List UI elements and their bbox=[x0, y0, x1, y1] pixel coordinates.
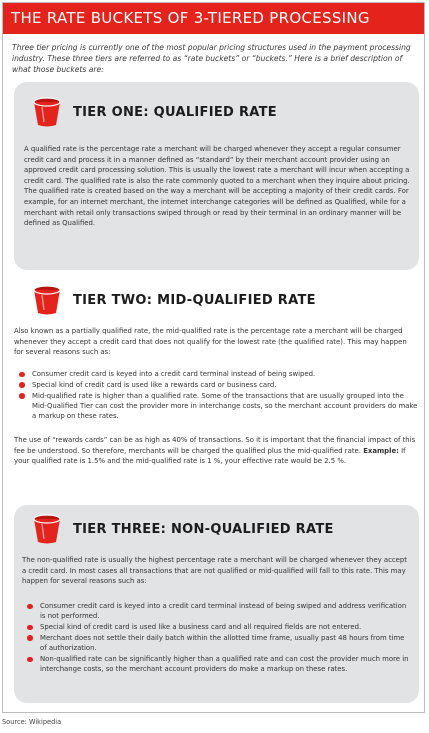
page-title: THE RATE BUCKETS OF 3-TIERED PROCESSING bbox=[3, 3, 424, 34]
bullet-dot-icon bbox=[27, 657, 33, 663]
red-cup-icon bbox=[29, 96, 65, 128]
list-item: Consumer credit card is keyed into a credit card terminal instead of being swiped. bbox=[14, 369, 418, 379]
list-item: Special kind of credit card is used like a rewards card or business card. bbox=[14, 380, 418, 390]
tier-one-title: TIER ONE: QUALIFIED RATE bbox=[73, 104, 277, 120]
tier-two-note: The use of “rewards cards” can be as high as 40% of transactions. So it is important that the financial impact of this fee be understood. So therefore, merchants will be charged the qualified plus the mid-qualified rate. Example: If your qualified rate is 1.5% and the mid-qualified rate is 1 %, your effective rate would be 2.5 %. bbox=[14, 436, 416, 466]
tier-one-description: A qualified rate is the percentage rate a merchant will be charged whenever they accept a regular consumer credit card and process it in a manner defined as “standard” by their merchant account provider using an approved credit card processing solution. This is usually the lowest rate a merchant will incur when accepting a credit card. The qualified rate is also the rate commonly quoted to a merchant when they inquire about pricing. The qualified rate is created based on the way a merchant will be accepting a majority of their credit cards. For example, for an internet merchant, the internet interchange categories will be defined as Qualified, while for a merchant with retail only transactions swiped through or read by their terminal in an ordinary manner will be defined as Qualified. bbox=[24, 145, 410, 228]
bullet-dot-icon bbox=[27, 604, 33, 610]
tier-two-bullet-list bbox=[14, 369, 418, 422]
example-label: Example: bbox=[363, 446, 399, 455]
bullet-dot-icon bbox=[19, 372, 25, 378]
red-cup-icon bbox=[29, 513, 65, 545]
list-item: Mid-qualified rate is higher than a qualified rate. Some of the transactions that are usually grouped into the Mid-Qualified Tier can cost the provider more in interchange costs, so the merchant account providers do make a markup on these rates. bbox=[14, 391, 418, 422]
tier-three-description: The non-qualified rate is usually the highest percentage rate a merchant will be charged whenever they accept a credit card. In most cases all transactions that are not qualified or mid-qualified will fall to this rate. This may happen for several reasons such as: bbox=[22, 556, 407, 586]
tier-three-header bbox=[29, 513, 334, 545]
list-item: Merchant does not settle their daily batch within the allotted time frame, usually past 48 hours from time of authorization. bbox=[22, 633, 412, 654]
tier-three-title: TIER THREE: NON-QUALIFIED RATE bbox=[73, 521, 334, 537]
tier-one-panel bbox=[14, 82, 419, 270]
source-credit: Source: Wikipedia bbox=[2, 718, 62, 726]
tier-two-title: TIER TWO: MID-QUALIFIED RATE bbox=[73, 292, 316, 308]
tier-three-bullet-list bbox=[22, 601, 412, 675]
tier-three-panel bbox=[14, 505, 419, 703]
list-item: Non-qualified rate can be significantly higher than a qualified rate and can cost the provider much more in interchange costs, so the merchant account providers do make a markup on these rates. bbox=[22, 654, 412, 675]
red-cup-icon bbox=[29, 284, 65, 316]
tier-two-section bbox=[14, 278, 419, 496]
bullet-dot-icon bbox=[27, 625, 33, 631]
intro-text: Three tier pricing is currently one of the most popular pricing structures used in the payment processing industry. These three tiers are referred to as “rate buckets” or “buckets.” Here is a brief description of what those buckets are: bbox=[12, 43, 411, 74]
tier-two-header bbox=[29, 284, 316, 316]
bullet-dot-icon bbox=[19, 393, 25, 399]
bullet-dot-icon bbox=[19, 382, 25, 388]
tier-one-header bbox=[29, 96, 277, 128]
list-item: Special kind of credit card is used like a business card and all required fields are not entered. bbox=[22, 622, 412, 632]
list-item: Consumer credit card is keyed into a credit card terminal instead of being swiped and address verification is not performed. bbox=[22, 601, 412, 622]
tier-two-description: Also known as a partially qualified rate, the mid-qualified rate is the percentage rate a merchant will be charged whenever they accept a credit card that does not qualify for the lowest rate (the qualified rate). This may happen for several reasons such as: bbox=[14, 327, 407, 357]
bullet-dot-icon bbox=[27, 635, 33, 641]
infographic-frame bbox=[2, 2, 425, 713]
